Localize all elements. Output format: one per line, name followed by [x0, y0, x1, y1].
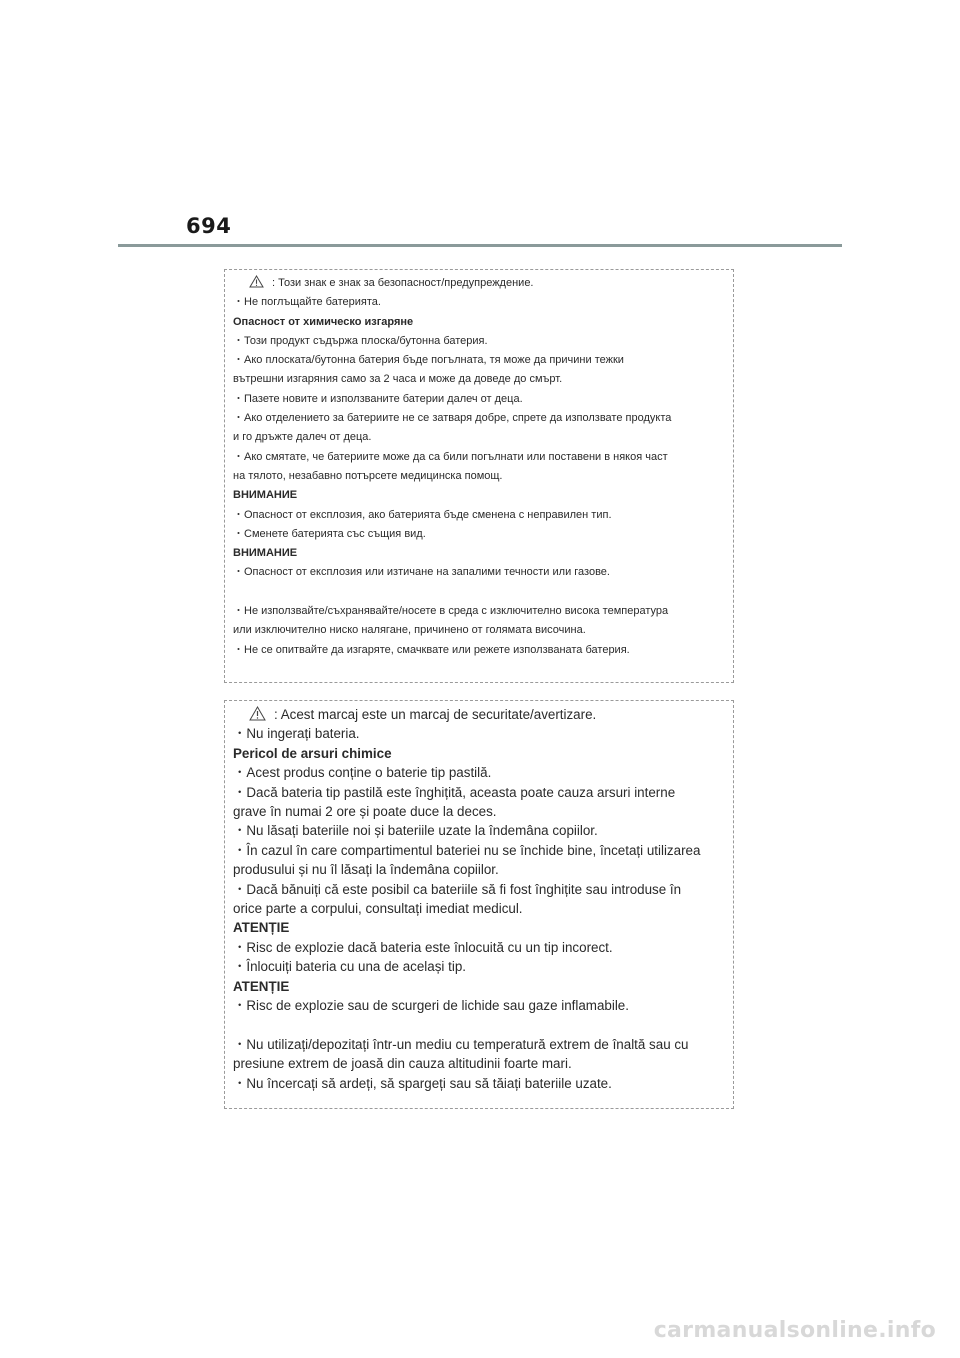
section-heading: ATENȚIE	[233, 920, 290, 936]
blank-line	[233, 583, 733, 602]
text-line: ・În cazul în care compartimentul bateriei nu se închide bine, încetați utilizarea	[233, 842, 701, 858]
section-heading: Опасност от химическо изгаряне	[233, 315, 414, 328]
text-line: ・Не поглъщайте батерията.	[233, 296, 381, 309]
text-line: ・Risc de explozie dacă bateria este înlocuită cu un tip incorect.	[233, 939, 613, 955]
text-line: ・Ако смятате, че батериите може да са били погълнати или поставени в някоя част	[233, 450, 668, 463]
text-line: ・Ако плоската/бутонна батерия бъде погълната, тя може да причини тежки	[233, 354, 624, 367]
section-heading: Pericol de arsuri chimice	[233, 745, 392, 761]
text-line: ・Не се опитвайте да изгаряте, смачквате или режете използваната батерия.	[233, 643, 630, 656]
warning-intro-text: : Този знак е знак за безопасност/предупреждение.	[272, 277, 534, 289]
text-line: ・Опасност от експлозия, ако батерията бъде сменена с неправилен тип.	[233, 508, 612, 521]
text-line: ・Nu încercați să ardeți, să spargeți sau să tăiați bateriile uzate.	[233, 1075, 612, 1091]
warning-box-romanian	[224, 700, 734, 1109]
bulgarian-lines	[233, 293, 733, 660]
text-line: ・Този продукт съдържа плоска/бутонна батерия.	[233, 334, 488, 347]
text-line: orice parte a corpului, consultați imediat medicul.	[233, 901, 523, 917]
text-line: presiune extrem de joasă din cauza altitudinii foarte mari.	[233, 1056, 572, 1072]
text-line: или изключително ниско налягане, причинено от голямата височина.	[233, 624, 586, 637]
warning-triangle-icon	[249, 706, 266, 721]
section-heading: ВНИМАНИЕ	[233, 489, 298, 502]
warning-intro-line	[233, 705, 733, 724]
text-line: ・Înlocuiți bateria cu una de același tip.	[233, 959, 466, 975]
text-line: grave în numai 2 ore și poate duce la deces.	[233, 804, 497, 820]
text-line: вътрешни изгаряния само за 2 часа и може да доведе до смърт.	[233, 373, 563, 386]
header-rule	[118, 244, 842, 247]
watermark: carmanualsonline.info	[653, 1318, 936, 1343]
warning-intro-text: : Acest marcaj este un marcaj de securitate/avertizare.	[274, 707, 597, 722]
section-heading: ATENȚIE	[233, 978, 290, 994]
warning-triangle-icon	[249, 275, 264, 288]
text-line: ・Не използвайте/съхранявайте/носете в среда с изключително висока температура	[233, 605, 669, 618]
warning-box-bulgarian	[224, 269, 734, 683]
text-line: ・Опасност от експлозия или изтичане на запалими течности или газове.	[233, 566, 610, 579]
text-line: ・Ако отделението за батериите не се затваря добре, спрете да използвате продукта	[233, 412, 672, 425]
romanian-lines	[233, 724, 733, 1093]
text-line: ・Acest produs conține o baterie tip pastilă.	[233, 765, 492, 781]
page-number: 694	[186, 214, 232, 238]
text-line: ・Nu utilizați/depozitați într-un mediu cu temperatură extrem de înaltă sau cu	[233, 1036, 689, 1052]
section-heading: ВНИМАНИЕ	[233, 547, 298, 560]
text-line: ・Пазете новите и използваните батерии далеч от деца.	[233, 392, 523, 405]
text-line: ・Risc de explozie sau de scurgeri de lichide sau gaze inflamabile.	[233, 998, 629, 1014]
text-line: ・Сменете батерията със същия вид.	[233, 527, 426, 540]
text-line: ・Dacă bateria tip pastilă este înghițită, aceasta poate cauza arsuri interne	[233, 784, 676, 800]
blank-line	[233, 1016, 733, 1035]
text-line: produsului și nu îl lăsați la îndemâna copiilor.	[233, 862, 499, 878]
warning-intro-line	[233, 274, 733, 293]
text-line: на тялото, незабавно потърсете медицинска помощ.	[233, 469, 503, 482]
text-line: ・Dacă bănuiți că este posibil ca bateriile să fi fost înghițite sau introduse în	[233, 881, 682, 897]
text-line: и го дръжте далеч от деца.	[233, 431, 372, 444]
text-line: ・Nu lăsați bateriile noi și bateriile uzate la îndemâna copiilor.	[233, 823, 598, 839]
text-line: ・Nu ingerați bateria.	[233, 726, 360, 742]
